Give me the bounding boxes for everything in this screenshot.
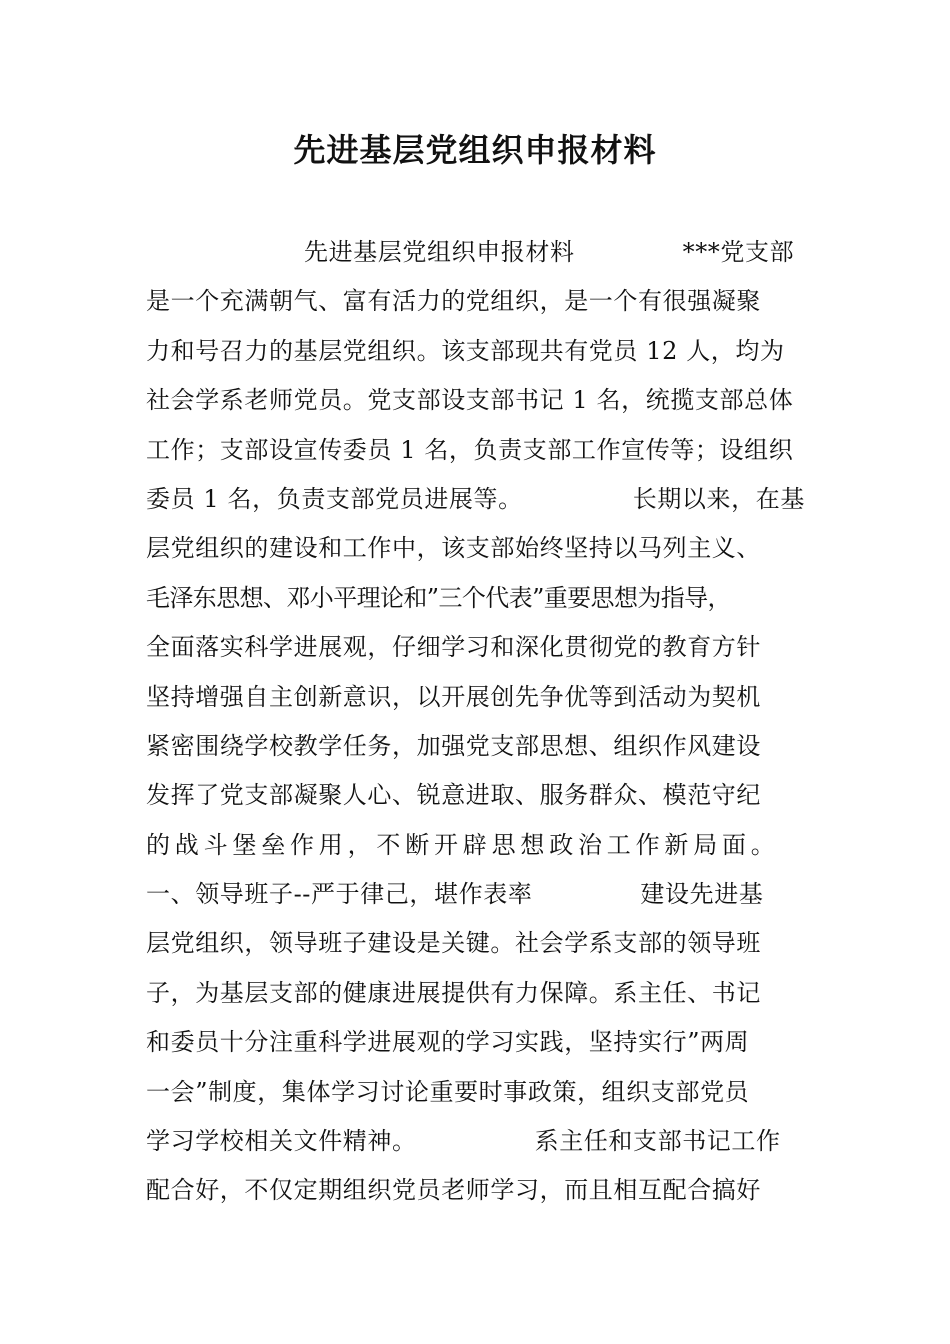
body-line-14-tail: 建设先进基 bbox=[640, 880, 764, 909]
body-line-19 bbox=[146, 1117, 826, 1166]
body-line-16: 子，为基层支部的健康进展提供有力保障。系主任、书记 bbox=[146, 978, 761, 1007]
body-line-12: 发挥了党支部凝聚人心、锐意进取、服务群众、模范守纪 bbox=[146, 781, 761, 810]
body-line-14 bbox=[146, 870, 826, 919]
body-line-2: 是一个充满朝气、富有活力的党组织，是一个有很强凝聚 bbox=[146, 287, 761, 316]
section-heading-1: 一、领导班子--严于律己，堪作表率 bbox=[146, 880, 533, 909]
body-line-6-lead: 委员 1 名，负责支部党员进展等。 bbox=[146, 484, 523, 513]
body-line-11: 紧密围绕学校教学任务，加强党支部思想、组织作风建设 bbox=[146, 731, 761, 760]
body-line-7: 层党组织的建设和工作中，该支部始终坚持以马列主义、 bbox=[146, 534, 761, 563]
body-line-1-lead: 先进基层党组织申报材料 bbox=[304, 238, 575, 266]
body-line-1-tail: ***党支部 bbox=[682, 238, 795, 266]
body-line-4: 社会学系老师党员。党支部设支部书记 1 名，统揽支部总体 bbox=[146, 386, 794, 415]
body-line-5: 工作；支部设宣传委员 1 名，负责支部工作宣传等；设组织 bbox=[146, 435, 794, 464]
body-line-6 bbox=[146, 475, 826, 524]
body-line-3: 力和号召力的基层党组织。该支部现共有党员 12 人，均为 bbox=[146, 336, 785, 365]
body-line-19-tail: 系主任和支部书记工作 bbox=[534, 1127, 781, 1156]
body-line-10: 坚持增强自主创新意识，以开展创先争优等到活动为契机 bbox=[146, 682, 761, 711]
body-line-1 bbox=[146, 228, 826, 277]
body-line-6-tail: 长期以来，在基 bbox=[632, 484, 805, 513]
body-line-20: 配合好，不仅定期组织党员老师学习，而且相互配合搞好 bbox=[146, 1176, 761, 1205]
body-line-19-lead: 学习学校相关文件精神。 bbox=[146, 1127, 417, 1156]
body-line-8: 毛泽东思想、邓小平理论和”三个代表”重要思想为指导， bbox=[146, 583, 731, 612]
body-line-13: 的战斗堡垒作用，不断开辟思想政治工作新局面。 bbox=[146, 830, 780, 859]
body-line-17: 和委员十分注重科学进展观的学习实践，坚持实行”两周 bbox=[146, 1028, 750, 1057]
body-line-15: 层党组织，领导班子建设是关键。社会学系支部的领导班 bbox=[146, 929, 761, 958]
body-line-9: 全面落实科学进展观，仔细学习和深化贯彻党的教育方针 bbox=[146, 633, 761, 662]
document-body bbox=[146, 228, 826, 1216]
body-line-18: 一会”制度，集体学习讨论重要时事政策，组织支部党员 bbox=[146, 1077, 750, 1106]
document-title: 先进基层党组织申报材料 bbox=[293, 131, 657, 169]
